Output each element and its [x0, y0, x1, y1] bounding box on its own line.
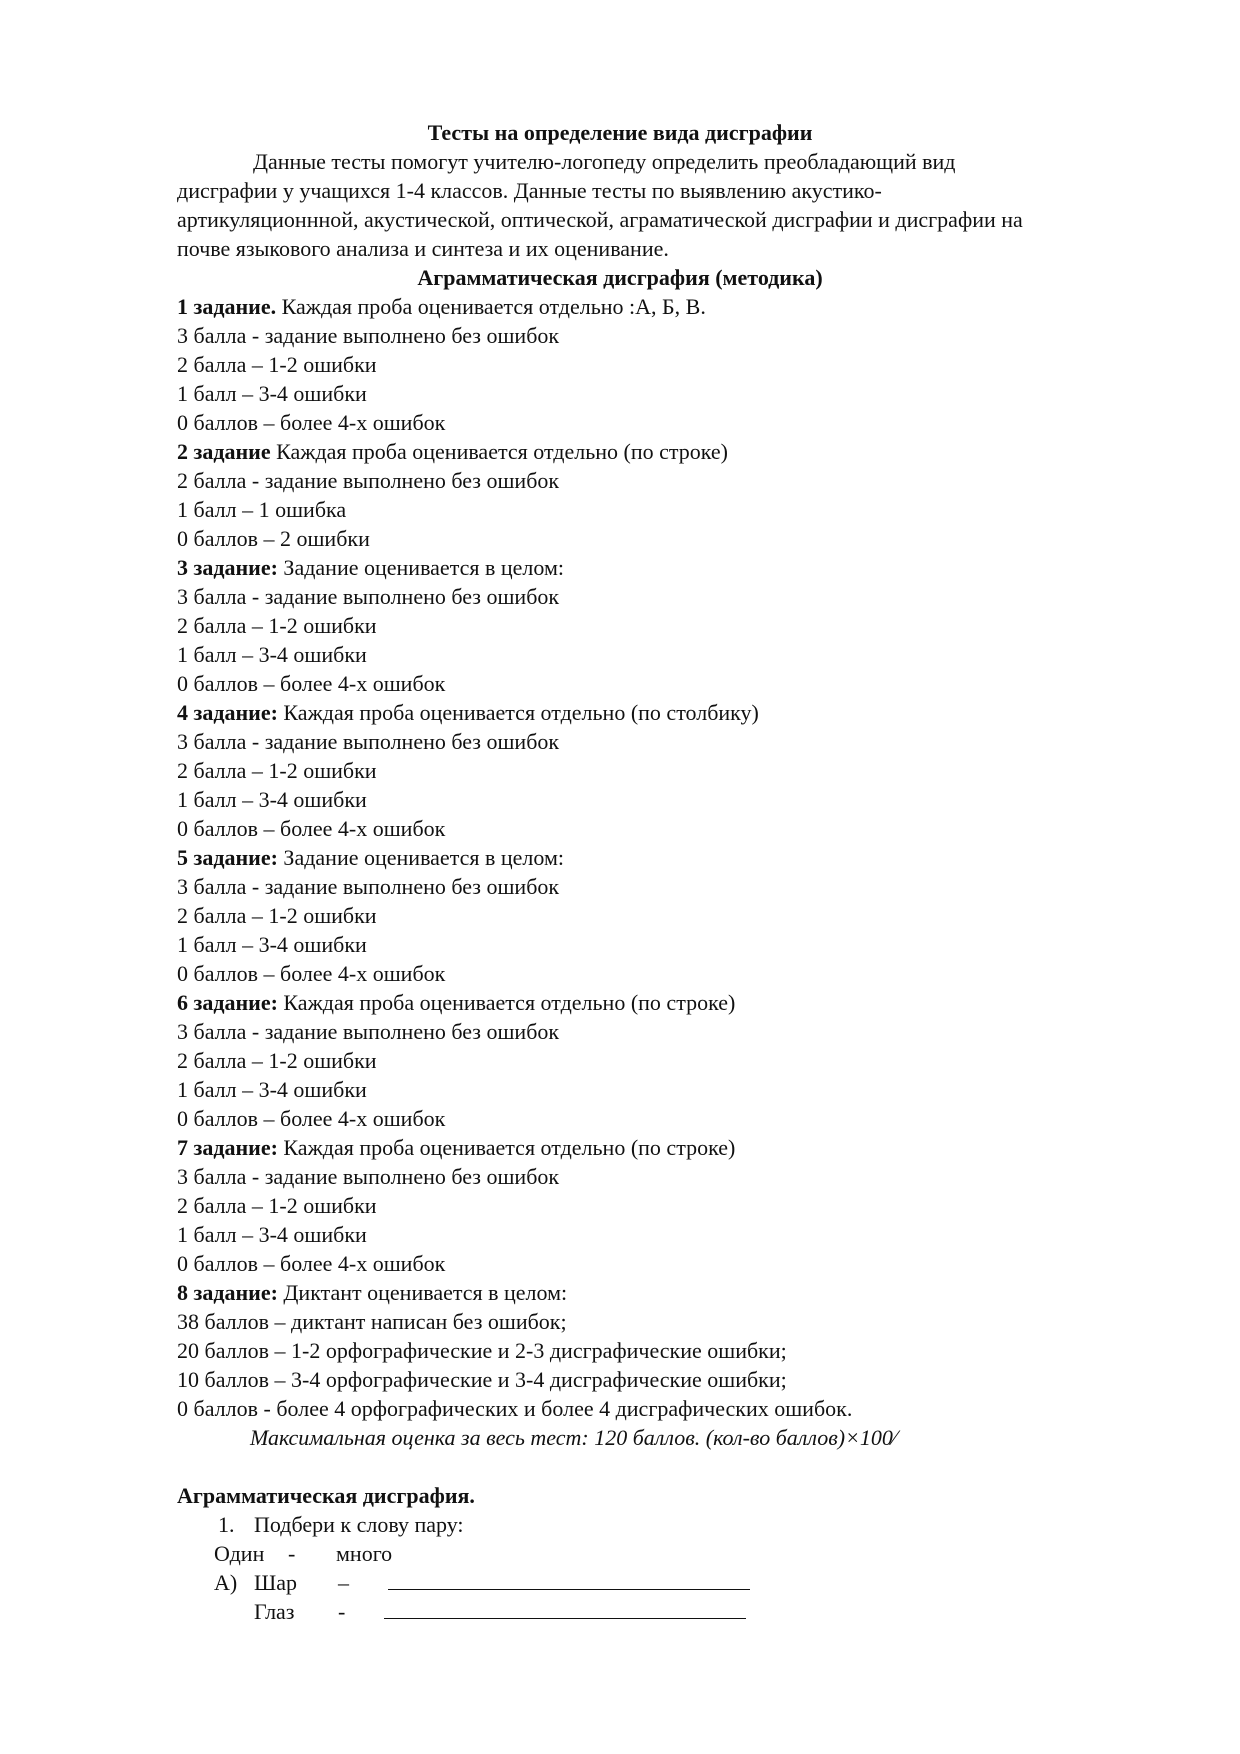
intro-line-2: дисграфии у учащихся 1-4 классов. Данные тесты по выявлению акустико-: [177, 178, 882, 203]
task-label: 1 задание.: [177, 294, 277, 319]
row-word: Шар: [254, 1570, 297, 1595]
score-line: 0 баллов - более 4 орфографических и более 4 дисграфических ошибок.: [177, 1396, 853, 1421]
task-description: Каждая проба оценивается отдельно (по столбику): [277, 700, 759, 725]
score-line: 2 балла – 1-2 ошибки: [177, 1048, 377, 1073]
item-number: 1.: [218, 1512, 235, 1537]
intro-line-4: почве языкового анализа и синтеза и их оценивание.: [177, 236, 669, 261]
score-line: 3 балла - задание выполнено без ошибок: [177, 729, 560, 754]
task-label: 2 задание: [177, 439, 271, 464]
score-line: 20 баллов – 1-2 орфографические и 2-3 дисграфические ошибки;: [177, 1338, 787, 1363]
score-line: 0 баллов – более 4-х ошибок: [177, 961, 446, 986]
score-line: 1 балл – 3-4 ошибки: [177, 642, 367, 667]
score-line: 2 балла – 1-2 ошибки: [177, 352, 377, 377]
score-line: 3 балла - задание выполнено без ошибок: [177, 323, 560, 348]
task-label: 3 задание:: [177, 555, 278, 580]
task-description: Задание оценивается в целом:: [277, 845, 564, 870]
task-8-heading: [177, 1278, 567, 1307]
score-line: 10 баллов – 3-4 орфографические и 3-4 дисграфические ошибки;: [177, 1367, 787, 1392]
task-description: Каждая проба оценивается отдельно (по строке): [270, 439, 728, 464]
task-description: Задание оценивается в целом:: [277, 555, 564, 580]
task-6-heading: [177, 988, 735, 1017]
score-line: 0 баллов – более 4-х ошибок: [177, 1251, 446, 1276]
task-1-heading: [177, 292, 706, 321]
task-4-heading: [177, 698, 759, 727]
task-7-heading: [177, 1133, 735, 1162]
score-line: 1 балл – 3-4 ошибки: [177, 1222, 367, 1247]
header-left: Один: [214, 1541, 265, 1566]
header-right: много: [336, 1541, 393, 1566]
row-dash: –: [338, 1570, 349, 1595]
task-5-heading: [177, 843, 564, 872]
score-line: 3 балла - задание выполнено без ошибок: [177, 874, 560, 899]
row-prefix: А): [214, 1570, 238, 1595]
score-line: 0 баллов – более 4-х ошибок: [177, 410, 446, 435]
task-description: Каждая проба оценивается отдельно (по строке): [277, 990, 736, 1015]
exercise-row-1: [214, 1568, 750, 1597]
score-line: 2 балла – 1-2 ошибки: [177, 758, 377, 783]
score-line: 1 балл – 3-4 ошибки: [177, 932, 367, 957]
intro-line-3: артикуляционнной, акустической, оптической, аграматической дисграфии и дисграфии на: [177, 207, 1023, 232]
score-line: 0 баллов – более 4-х ошибок: [177, 671, 446, 696]
score-line: 38 баллов – диктант написан без ошибок;: [177, 1309, 567, 1334]
task-description: Каждая проба оценивается отдельно (по строке): [277, 1135, 736, 1160]
task-label: 7 задание:: [177, 1135, 278, 1160]
task-description: Диктант оценивается в целом:: [277, 1280, 568, 1305]
score-line: 2 балла – 1-2 ошибки: [177, 1193, 377, 1218]
row-dash: -: [338, 1599, 346, 1624]
task-3-heading: [177, 553, 564, 582]
document-title: Тесты на определение вида дисграфии: [427, 120, 813, 145]
answer-blank[interactable]: [384, 1600, 746, 1619]
answer-blank[interactable]: [388, 1571, 750, 1590]
section-title: Аграмматическая дисграфия (методика): [417, 265, 823, 290]
score-line: 3 балла - задание выполнено без ошибок: [177, 584, 560, 609]
task-label: 6 задание:: [177, 990, 278, 1015]
score-line: 1 балл – 1 ошибка: [177, 497, 347, 522]
exercise-row-2: [214, 1597, 746, 1626]
score-line: 1 балл – 3-4 ошибки: [177, 381, 367, 406]
score-line: 2 балла – 1-2 ошибки: [177, 903, 377, 928]
score-line: 0 баллов – более 4-х ошибок: [177, 1106, 446, 1131]
row-word: Глаз: [254, 1599, 295, 1624]
score-line: 1 балл – 3-4 ошибки: [177, 787, 367, 812]
score-line: 3 балла - задание выполнено без ошибок: [177, 1164, 560, 1189]
exercise-heading: Аграмматическая дисграфия.: [177, 1483, 475, 1508]
item-text: Подбери к слову пару:: [254, 1512, 464, 1537]
task-label: 4 задание:: [177, 700, 278, 725]
task-label: 5 задание:: [177, 845, 278, 870]
score-line: 3 балла - задание выполнено без ошибок: [177, 1019, 560, 1044]
max-score-note: Максимальная оценка за весь тест: 120 баллов. (кол-во баллов)×100⁄: [250, 1425, 897, 1450]
task-label: 8 задание:: [177, 1280, 278, 1305]
score-line: 2 балла - задание выполнено без ошибок: [177, 468, 560, 493]
exercise-header-row: [214, 1539, 392, 1568]
score-line: 0 баллов – 2 ошибки: [177, 526, 370, 551]
task-description: Каждая проба оценивается отдельно :А, Б, В.: [276, 294, 706, 319]
task-2-heading: [177, 437, 728, 466]
exercise-item: [218, 1510, 464, 1539]
header-dash: -: [288, 1541, 296, 1566]
score-line: 2 балла – 1-2 ошибки: [177, 613, 377, 638]
intro-line-1: Данные тесты помогут учителю-логопеду определить преобладающий вид: [253, 149, 956, 174]
score-line: 0 баллов – более 4-х ошибок: [177, 816, 446, 841]
score-line: 1 балл – 3-4 ошибки: [177, 1077, 367, 1102]
